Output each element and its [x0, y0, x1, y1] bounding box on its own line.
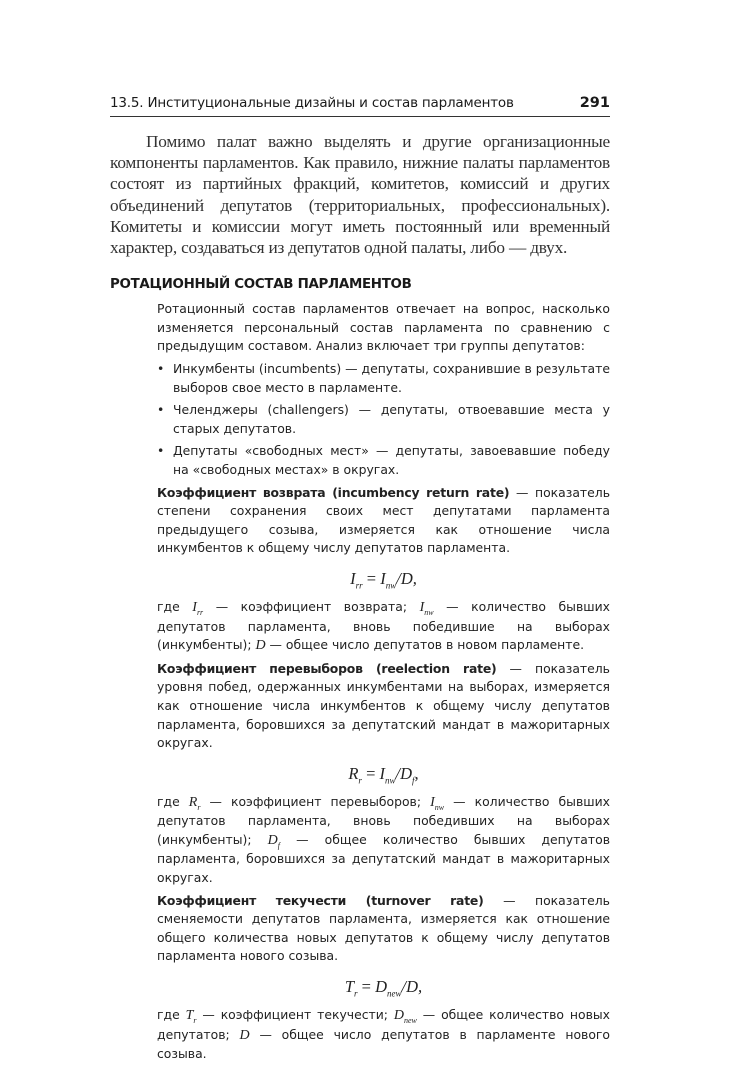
running-header — [110, 92, 610, 117]
t: — коэффициент возврата; — [203, 598, 420, 614]
t: — общее число депутатов в новом парламенте. — [265, 637, 585, 653]
where-rr — [157, 793, 610, 888]
definition-tr — [157, 892, 610, 966]
s: r — [193, 1015, 197, 1025]
s: new — [404, 1015, 417, 1025]
formula-eq: = — [357, 977, 376, 997]
formula-rest: /D, — [401, 977, 423, 997]
var — [192, 600, 203, 615]
formula-sub: f — [412, 774, 415, 785]
formula-eq: = — [361, 763, 380, 783]
where-tr — [157, 1006, 610, 1064]
definition-text: — показатель степени сохранения своих мест депутатами парламента предыдущего созыва, измеряется как отношение числа инкумбентов к общему числу депутатов парламента. — [157, 484, 610, 556]
t: где — [157, 793, 189, 809]
term: Коэффициент перевыборов (reelection rate) — [157, 660, 497, 676]
s: nw — [434, 802, 445, 812]
formula-var: R — [348, 763, 359, 783]
v: R — [188, 794, 198, 810]
definition-irr — [157, 484, 610, 558]
s: r — [197, 802, 201, 812]
v: I — [419, 599, 425, 615]
intro-paragraph: Помимо палат важно выделять и другие организационные компоненты парламентов. Как правило, нижние палаты парламентов состоят из партийных фракций, комитетов, комиссий и других объединений депутатов (территориальных, профессиональных). Комитеты и комиссии могут иметь постоянный или временный характер, создаваться из депутатов одной палаты, либо — двух. — [110, 132, 610, 258]
term: Коэффициент текучести (turnover rate) — [157, 892, 484, 908]
formula-eq: = — [362, 568, 381, 588]
t: — общее количество бывших депутатов парламента, боровшихся за депутатский мандат в мажоритарных округах. — [157, 831, 611, 886]
where-irr — [157, 598, 610, 656]
var — [394, 1008, 417, 1023]
t: где — [157, 1007, 186, 1023]
section-body — [157, 300, 610, 1064]
v: T — [185, 1008, 194, 1024]
formula-sub: new — [387, 988, 402, 999]
definition-text: — показатель сменяемости депутатов парламента, измеряется как отношение общего количества новых депутатов к общему числу депутатов парламента нового созыва. — [157, 892, 610, 964]
t: — коэффициент перевыборов; — [200, 793, 431, 809]
formula-var: I — [379, 763, 385, 783]
formula-sub: nw — [385, 774, 396, 785]
list-item: • Инкумбенты (incumbents) — депутаты, сохранившие в результате выборов свое место в парламенте. — [157, 360, 610, 397]
var — [268, 833, 280, 848]
formula-sub: r — [358, 774, 362, 785]
formula-sub: nw — [385, 580, 397, 591]
formula-end: , — [414, 763, 419, 783]
formula-var: T — [344, 977, 355, 997]
v: D — [393, 1008, 404, 1024]
list-item: • Депутаты «свободных мест» — депутаты, завоевавшие победу на «свободных местах» в округах. — [157, 442, 610, 479]
definition-rr — [157, 660, 610, 753]
page-number: 291 — [579, 95, 610, 111]
s: f — [277, 840, 281, 850]
var — [186, 1008, 197, 1023]
header-title: 13.5. Институциональные дизайны и состав парламентов — [110, 95, 514, 111]
var: D — [239, 1027, 250, 1043]
v: I — [192, 599, 197, 615]
formula-var: I — [350, 568, 356, 588]
formula-tr — [157, 976, 610, 998]
list-item: • Челенджеры (challengers) — депутаты, отвоевавшие места у старых депутатов. — [157, 401, 610, 438]
t: — коэффициент текучести; — [196, 1007, 394, 1023]
formula-var: D — [375, 977, 388, 997]
t: — количество бывших депутатов парламента, вновь победившие на выборах (инкумбенты); — [157, 598, 610, 653]
formula-irr — [157, 568, 610, 590]
v: I — [430, 794, 435, 810]
formula-rest: /D — [395, 763, 413, 783]
var — [420, 600, 434, 615]
formula-sub: rr — [355, 580, 363, 591]
s: rr — [196, 607, 204, 617]
formula-rest: /D, — [396, 568, 417, 588]
section-intro: Ротационный состав парламентов отвечает на вопрос, насколько изменяется персональный состав парламента по сравнению с предыдущим составом. Анализ включает три группы депутатов: — [157, 301, 610, 354]
t: — количество бывших депутатов парламента, вновь победивших на выборах (инкумбенты); — [157, 793, 610, 847]
formula-var: I — [380, 568, 386, 588]
formula-sub: r — [354, 988, 358, 999]
s: nw — [424, 607, 434, 617]
t: — общее число депутатов в парламенте нового созыва. — [157, 1026, 611, 1062]
var: D — [255, 638, 266, 654]
formula-rr — [157, 763, 610, 785]
group-list — [157, 360, 610, 480]
definition-text: — показатель уровня побед, одержанных инкумбентами на выборах, измеряется как отношение числа инкумбентов к общему числу депутатов парламента, боровшихся за депутатский мандат в мажоритарных округах. — [157, 660, 610, 751]
term: Коэффициент возврата (incumbency return rate) — [157, 484, 510, 500]
var — [189, 795, 201, 810]
var — [430, 795, 444, 810]
section-heading: РОТАЦИОННЫЙ СОСТАВ ПАРЛАМЕНТОВ — [110, 277, 412, 293]
t: где — [157, 598, 193, 614]
t: — общее количество новых депутатов; — [157, 1007, 610, 1042]
v: D — [267, 832, 278, 848]
page — [110, 0, 610, 1064]
